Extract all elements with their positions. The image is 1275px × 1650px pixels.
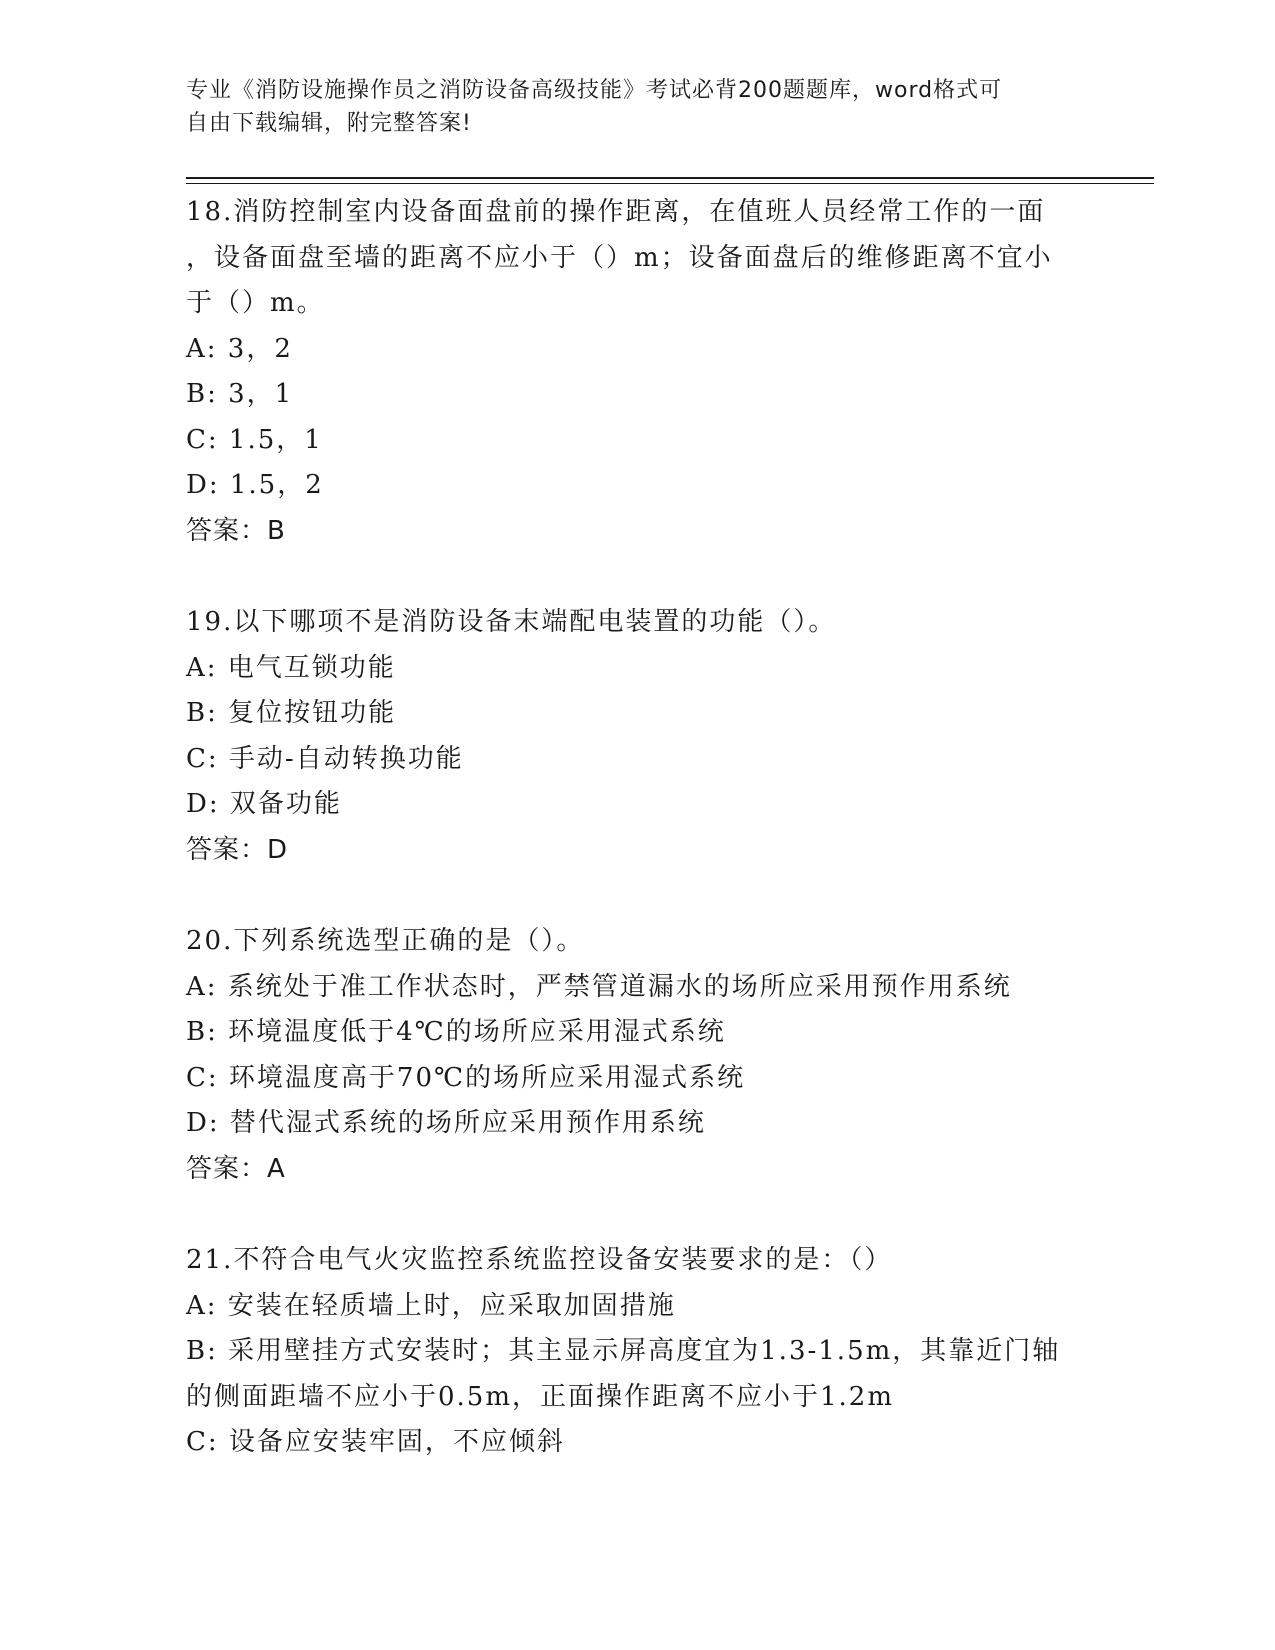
option-a: A: 3，2 bbox=[186, 333, 293, 364]
question-list bbox=[186, 190, 1086, 1512]
option-b-continued: 的侧面距墙不应小于0.5m，正面操作距离不应小于1.2m bbox=[186, 1381, 895, 1412]
option-d: D: 替代湿式系统的场所应采用预作用系统 bbox=[186, 1108, 706, 1138]
header-divider-thick bbox=[186, 177, 1154, 179]
question-stem-line: 21.不符合电气火灾监控系统监控设备安装要求的是：（） bbox=[186, 1245, 893, 1275]
option-d: D: 双备功能 bbox=[186, 789, 342, 819]
header-line-1: 专业《消防设施操作员之消防设备高级技能》考试必背200题题库，word格式可 bbox=[186, 78, 1003, 103]
option-d: D: 1.5，2 bbox=[186, 470, 324, 500]
option-a: A: 安装在轻质墙上时，应采取加固措施 bbox=[186, 1290, 676, 1321]
option-c: C: 手动-自动转换功能 bbox=[186, 743, 464, 774]
option-b: B: 3，1 bbox=[186, 379, 294, 409]
option-b: B: 复位按钮功能 bbox=[186, 698, 397, 728]
question-19 bbox=[186, 600, 1086, 873]
question-stem-line: 20.下列系统选型正确的是（）。 bbox=[186, 926, 585, 956]
question-21 bbox=[186, 1238, 1086, 1466]
option-a: A: 电气互锁功能 bbox=[186, 652, 396, 683]
option-c: C: 1.5，1 bbox=[186, 424, 323, 455]
question-20 bbox=[186, 919, 1086, 1192]
question-stem-line: 18.消防控制室内设备面盘前的操作距离，在值班人员经常工作的一面 bbox=[186, 197, 1046, 227]
answer: 答案：B bbox=[186, 515, 286, 546]
option-c: C: 环境温度高于70℃的场所应采用湿式系统 bbox=[186, 1062, 746, 1093]
document-header bbox=[186, 74, 1086, 140]
answer: 答案：D bbox=[186, 834, 289, 865]
option-b: B: 环境温度低于4℃的场所应采用湿式系统 bbox=[186, 1017, 726, 1047]
option-b: B: 采用壁挂方式安装时；其主显示屏高度宜为1.3-1.5m，其靠近门轴 bbox=[186, 1336, 1061, 1366]
question-stem-line: ，设备面盘至墙的距离不应小于（）m；设备面盘后的维修距离不宜小 bbox=[186, 242, 1053, 273]
header-line-2: 自由下载编辑，附完整答案! bbox=[186, 111, 472, 136]
question-stem-line: 于（）m。 bbox=[186, 288, 325, 318]
question-stem-line: 19.以下哪项不是消防设备末端配电装置的功能（）。 bbox=[186, 607, 837, 637]
header-divider-thin bbox=[186, 183, 1154, 184]
answer: 答案：A bbox=[186, 1153, 286, 1184]
option-a: A: 系统处于准工作状态时，严禁管道漏水的场所应采用预作用系统 bbox=[186, 971, 1012, 1002]
question-18 bbox=[186, 190, 1086, 554]
option-c: C: 设备应安装牢固，不应倾斜 bbox=[186, 1427, 565, 1457]
